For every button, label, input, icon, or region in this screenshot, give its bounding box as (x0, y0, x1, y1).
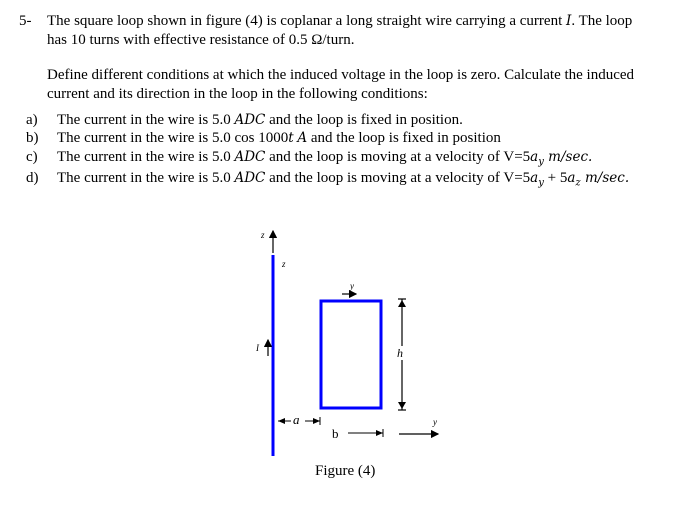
condition-d-label: d) (26, 170, 39, 186)
h-label: h (397, 346, 403, 360)
condition-a-text: The current in the wire is 5.0 (57, 112, 235, 128)
condition-d-a2: a (567, 170, 576, 186)
condition-b-math-t: t (288, 130, 294, 146)
y-top-label: y (350, 281, 354, 291)
question-intro-line2: has 10 turns with effective resistance of 0.5 Ω/turn. (47, 32, 355, 48)
condition-a-math: ADC (234, 112, 266, 128)
condition-b-text-end: and the loop is fixed in position (307, 130, 501, 146)
condition-d-sub1: y (538, 177, 544, 189)
a-label: a (293, 412, 300, 427)
task-line1: Define different conditions at which the induced voltage in the loop is zero. Calculate the induced (47, 67, 635, 83)
condition-c-a: a (530, 149, 539, 165)
z-axis-label: z (282, 259, 286, 269)
square-loop (321, 301, 381, 408)
condition-c-velocity: and the loop is moving at a velocity of V=5 (265, 149, 531, 165)
b-label: b (332, 426, 339, 441)
condition-d-math: ADC (234, 170, 266, 186)
condition-c-label: c) (26, 149, 38, 165)
condition-c-text: The current in the wire is 5.0 (57, 149, 235, 165)
condition-c-math: ADC (234, 149, 266, 165)
condition-c-sub: y (538, 156, 544, 168)
current-symbol: I (566, 13, 572, 29)
condition-d-sub2: z (575, 177, 581, 189)
figure-caption: Figure (4) (315, 463, 376, 479)
y-axis-label: y (433, 417, 437, 427)
condition-b-text: The current in the wire is 5.0 cos 1000 (57, 130, 289, 146)
task-line2: current and its direction in the loop in the following conditions: (47, 86, 428, 102)
condition-b-label: b) (26, 130, 39, 146)
condition-d-velocity: and the loop is moving at a velocity of V=5 (265, 170, 531, 186)
question-number: 5- (19, 13, 32, 29)
condition-c-units: m/sec. (543, 149, 593, 165)
h-arrow-up (398, 300, 406, 307)
condition-a-label: a) (26, 112, 38, 128)
condition-a-text-end: and the loop is fixed in position. (265, 112, 463, 128)
condition-d-text: The current in the wire is 5.0 (57, 170, 235, 186)
intro-text-b: . The loop (571, 13, 633, 29)
current-label: I (256, 343, 259, 353)
intro-text-a: The square loop shown in figure (4) is coplanar a long straight wire carrying a current (47, 13, 563, 29)
condition-d-plus: + 5 (543, 170, 568, 186)
b-arrow-right (376, 430, 383, 436)
a-arrow-right (313, 418, 320, 424)
condition-d-a1: a (530, 170, 539, 186)
z-top-label: z (261, 230, 265, 240)
a-arrow-left (278, 418, 285, 424)
condition-b-math-a: A (297, 130, 308, 146)
h-arrow-down (398, 402, 406, 409)
condition-d-units: m/sec. (580, 170, 630, 186)
